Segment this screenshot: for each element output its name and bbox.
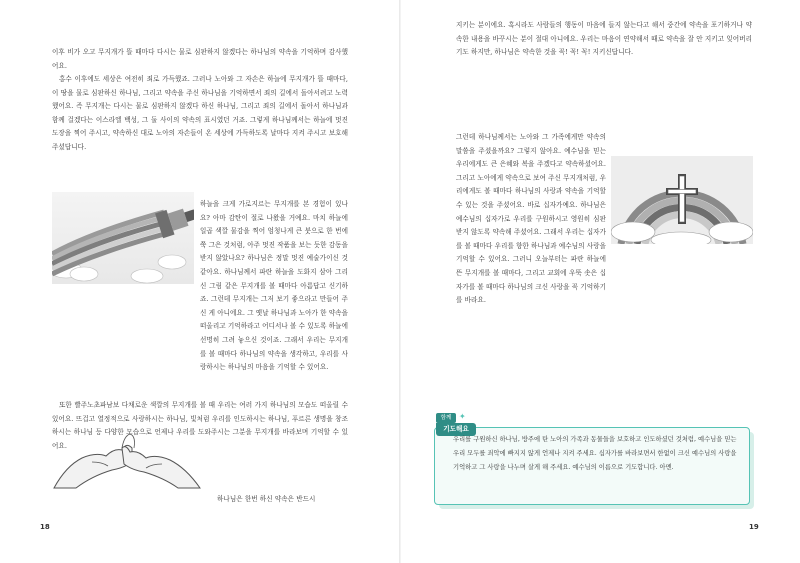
prayer-text: 우리를 구원하신 하나님, 방주에 탄 노아의 가족과 동물들을 보호하고 인도하셨던 것처럼, 예수님을 믿는 우리 모두를 죄악에 빠지지 않게 언제나 지켜 주세요. 십자가를 바라보면서 한없이 크신 예수님의 사랑을 기억하고 그 사랑을 나누며 살게 해 주세요. 예수님의 이름으로 기도합니다. 아멘. bbox=[453, 436, 737, 471]
page-number-left: 18 bbox=[40, 523, 50, 531]
left-paragraph-2: 홍수 이후에도 세상은 여전히 죄로 가득했죠. 그러나 노아와 그 자손은 하늘에 무지개가 뜰 때마다, 이 땅을 물로 심판하신 하나님, 그리고 약속을 주신 하나님을 기억하면서 죄의 길에서 돌아서려고 노력했어요. 즉 무지개는 다시는 물로 심판하지 않겠다 하신 하나님, 그리고 죄의 길에서 돌아서 하나님과 함께 걸겠다는 이스라엘 백성, 그 둘 사이의 약속의 표시였던 거죠. 그렇게 하나님께서는 하늘에 멋진 도장을 찍어 주시고, 약속하신 대로 노아의 자손들이 온 세상에 가득하도록 날마다 지켜 주시고 보호해 주셨답니다. bbox=[52, 75, 348, 151]
left-paragraph-3a bbox=[200, 198, 348, 375]
cross-rainbow-illustration bbox=[611, 156, 753, 244]
left-paragraph-1: 이후 비가 오고 무지개가 뜰 때마다 다시는 물로 심판하지 않겠다는 하나님의 약속을 기억하며 감사했어요. bbox=[52, 48, 348, 70]
prayer-title: 기도해요 bbox=[436, 423, 476, 436]
sparkle-icon: ✦ bbox=[459, 412, 466, 421]
page-number-right: 19 bbox=[749, 523, 759, 531]
prayer-label bbox=[436, 413, 482, 435]
right-paragraph-1: 지키는 분이에요. 혹시라도 사람들의 행동이 마음에 들지 않는다고 해서 중간에 약속을 포기하거나 약속한 내용을 바꾸시는 분이 절대 아니에요. 우리는 마음이 연약해서 때로 약속을 잘 안 지키고 잊어버리기도 하지만, 하나님은 약속한 것을 꼭! 꼭! 꼭! 지키신답니다. bbox=[456, 21, 752, 57]
left-paragraph-5: 하나님은 한번 하신 약속은 반드시 bbox=[217, 495, 316, 503]
left-paragraph-4 bbox=[52, 399, 348, 453]
left-paragraph-3: 하늘을 크게 가로지르는 무지개를 본 경험이 있나요? 아마 감탄이 절로 나왔을 거예요. 마치 하늘에 일곱 색깔 물감을 찍어 엄청나게 큰 붓으로 한 번에 쭉 그은 것처럼, 아주 멋진 작품을 보는 듯한 감동을 받지 않았나요? 하나님은 정말 멋진 예술가이신 것 같아요. 하나님께서 파란 하늘을 도화지 삼아 그리신 그림 같은 무지개를 볼 때마다 아름답고 신기하죠. 그런데 무지개는 그저 보기 좋으라고 만들어 주신 게 아니에요. 그 옛날 하나님과 노아가 한 약속을 떠올리고 기억하라고 어디서나 볼 수 있도록 하늘에 선명히 그려 놓으신 것이죠. 그래서 우리는 무지개를 볼 때마다 하나님의 약속을 생각하고, 우리를 사랑하시는 하나님의 마음을 기억할 수 있어요. bbox=[200, 200, 348, 372]
right-paragraph-2-text: 그런데 하나님께서는 노아와 그 가족에게만 약속의 말씀을 주셨을까요? 그렇지 않아요. 예수님을 믿는 우리에게도 큰 은혜와 복을 주겠다고 약속하셨어요. 그리고 노아에게 약속으로 보여 주신 무지개처럼, 우리에게도 볼 때마다 하나님의 사랑과 약속을 기억할 수 있는 것을 주셨어요. 바로 십자가예요. 하나님은 예수님의 십자가로 우리를 구원하시고 영원히 심판받지 않도록 약속해 주셨어요. 그래서 우리는 십자가를 볼 때마다 우리를 향한 하나님과 예수님의 사랑을 기억할 수 있어요. 그러니 오늘부터는 파란 하늘에 뜬 무지개를 볼 때마다, 그리고 교회에 우뚝 솟은 십자가를 볼 때마다 하나님의 크신 사랑을 꼭 기억하기를 바라요. bbox=[456, 133, 606, 305]
right-paragraph-2 bbox=[456, 131, 606, 308]
rainbow-brush-illustration bbox=[52, 192, 194, 284]
prayer-tag: 함께 bbox=[436, 413, 456, 423]
left-paragraph-4-text: 또한 빨주노초파남보 다채로운 색깔의 무지개를 볼 때 우리는 여러 가지 하나님의 모습도 떠올릴 수 있어요. 뜨겁고 열정적으로 사랑하시는 하나님, 빛처럼 우리를 인도하시는 하나님, 푸르른 생명을 창조하시는 하나님 등 다양한 모습으로 언제나 우리를 도와주시는 그분을 무지개를 바라보며 기억할 수 있어요. bbox=[52, 401, 348, 450]
